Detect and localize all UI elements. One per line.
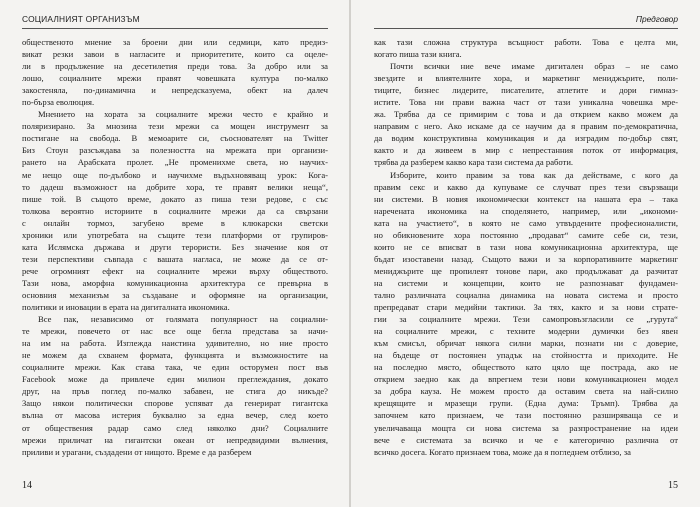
text-line: на им на работа. Изглежда наистина удивително, но ние просто	[22, 338, 328, 349]
text-line: направим с него. Ако искаме да се научим да я правим по-демократична,	[374, 121, 678, 132]
text-line: как тази сложна структура всъщност работи. Това е целта ми,	[374, 37, 678, 47]
text-line: ли в продължение на десетилетия преди това. За добро или за	[22, 61, 328, 72]
page-number-right: 15	[668, 480, 678, 491]
text-line: ни системи. В новия икономически контекст на нашата ера – така	[374, 193, 678, 204]
text-line: по-бърза еволюция.	[22, 97, 95, 108]
text-line: крещящите и мразещи групи. (Една дума: Тръмп). Трябва да	[374, 398, 678, 409]
text-line: започнем като признаем, че тази постоянно разширяваща се и	[374, 410, 678, 421]
text-line: не можем да схванем формата, функцията и възможностите на	[22, 350, 328, 361]
text-line: приливи и урагани, създадени от нищото. Време е да разберем	[22, 446, 252, 457]
text-line: които не се вписват в тази нова комуникационна архитектура, ще	[374, 241, 678, 252]
text-line: препредават стари медийни тактики. За тях, както и за нови страте-	[374, 302, 678, 313]
text-line: хроники или употребата на същите тези платформи от групиров-	[22, 229, 328, 240]
text-line: на системи и концепции, които не разпознават фундамен-	[374, 277, 678, 288]
text-line: когато пиша тази книга.	[374, 49, 462, 60]
text-line: то дадеш възможност на добрите хора, те правят велики неща“,	[22, 181, 328, 192]
running-header-right: Предговор	[374, 14, 678, 29]
text-line: звездите и влиятелните хора, и маркетинг мениджърите, поли-	[374, 73, 678, 84]
text-line: увеличаваща мощта си нова система за разпространение на идеи	[374, 422, 678, 433]
text-line: основния механизъм за създаване и оформяне на организации,	[22, 289, 328, 300]
text-line: тално различната социална динамика на новата система и просто	[374, 289, 678, 300]
text-line: мрежи приличат на гигантски океан от непредвидими вълнения,	[22, 434, 328, 445]
right-page	[350, 0, 700, 507]
text-line: трябва да разберем какво кара тази система да работи.	[374, 157, 574, 168]
text-line: да водим конструктивна комуникация и да изградим по-добър свят,	[374, 133, 678, 144]
text-line: толкова вероятно историите в социалните мрежи да са свързани	[22, 205, 328, 216]
text-line: Facebook може да привлече един милион преглеждания, докато	[22, 374, 328, 385]
text-line: тези перспективи съвпада с вашата нагласа, не може да се от-	[22, 253, 328, 264]
text-line: поляризирано. За мнозина тези мрежи са мощен инструмент за	[22, 121, 328, 132]
text-line: тиците, бизнес лидерите, писателите, атлетите и дори гимназ-	[374, 85, 678, 96]
text-line: ме нещо още по-дълбоко и научихме въдъхновяващ урок: Кога-	[22, 169, 328, 180]
text-line: всичко досега. Когато признаем това, може да я погледнем отблизо, за	[374, 446, 631, 457]
text-line: политики и иновации в ерата на дигиталната икономика.	[22, 302, 230, 313]
text-line: бъдат изоставени назад. Същото важи и за корпоративните маркетинг	[374, 253, 678, 264]
text-line: социалните мрежи. Как става така, че един осторумен пост във	[22, 362, 328, 373]
text-line: Тази нова, аморфна комуникационна архитектура се превърна в	[22, 277, 328, 288]
text-line: ката на участието“, в която не само утвърдените професионалисти,	[374, 217, 678, 228]
running-header-left: СОЦИАЛНИЯТ ОРГАНИЗЪМ	[22, 14, 328, 29]
text-line: лошо, социалните мрежи правят човешката култура по-малко	[22, 73, 328, 84]
text-line: но обикновените хора постоянно „продават“ самите себе си, тези,	[374, 229, 678, 240]
text-line: истите. Това ни прави важна част от тази уникална човешка мре-	[374, 97, 678, 108]
text-line: закостеняла, по-динамична и непредсказуема, обект на далеч	[22, 85, 328, 96]
text-line: от обществения радар само след няколко дни? Социалните	[22, 422, 328, 433]
text-line: Защо някои политически спорове успяват да генерират гигантска	[22, 398, 328, 409]
text-line: вълна от масова истерия буквално за една вечер, след което	[22, 410, 328, 421]
text-line: на бъдеще от постоянен упадък на стойността и приходите. Не	[374, 350, 678, 361]
text-line: гии за социалните мрежи. Тези самопровъзгласили се „гурута“	[374, 314, 678, 325]
text-line: Все пак, независимо от голямата популярност на социални-	[38, 314, 328, 325]
text-line: с онлайн тормоз, загубено време в клюкарски светски	[22, 217, 328, 228]
text-line: те мрежи, повечето от нас все още бегла представа за начи-	[22, 326, 328, 337]
page-number-left: 14	[22, 480, 32, 491]
text-line: Мнението на хората за социалните мрежи често е крайно и	[38, 109, 328, 120]
text-line: постигане на свобода. В мемоарите си, съоснователят на Twitter	[22, 133, 328, 144]
text-line: на социалните мрежи, с техните модерни думички без явен	[374, 326, 678, 337]
text-line: Биз Стоун разсъждава за полезността на мрежата при организи-	[22, 145, 328, 156]
text-line: към смисъл, обричат някога силни марки, познати ни с доверие,	[374, 338, 678, 349]
text-line: жа. Трябва да се примирим с това и да открием какво можем да	[374, 109, 678, 120]
text-line: викат резки завои в нагласите и приоритетите, които са оцеле-	[22, 49, 328, 60]
text-line: вече е системата за всичко и че е категорично различна от	[374, 434, 678, 445]
left-body-text	[22, 36, 328, 458]
text-line: на последно място, обществото като цяло ще пострада, ако не	[374, 362, 678, 373]
right-body-text	[374, 36, 678, 458]
text-line: рането на Арабската пролет. „Не променихме света, но научих-	[22, 157, 328, 168]
text-line: за добра кауза. Не можем просто да оставим света на най-силно	[374, 386, 678, 397]
text-line: общественото мнение за броени дни или седмици, като предиз-	[22, 37, 328, 47]
text-line: Изборите, които правим за това как да действаме, с кого да	[390, 169, 678, 180]
text-line: друг, на пръв поглед по-малко забавен, не стига до никъде?	[22, 386, 328, 397]
text-line: мениджърите ще пропилеят тонове пари, ако продължават да разчитат	[374, 265, 678, 276]
text-line: ката Ислямска държава и други терористи. Без значение коя от	[22, 241, 328, 252]
text-line: правим секс и какво да купуваме се случват през тези свързващи	[374, 181, 678, 192]
text-line: пише той. В същото време, докато аз пиша тези редове, с със	[22, 193, 328, 204]
text-line: както и да живеем в мир с непрестанния поток от информация,	[374, 145, 678, 156]
text-line: рече огромният ефект на социалните мрежи върху обществото.	[22, 265, 328, 276]
text-line: Почти всички ние вече имаме дигитален образ – не само	[390, 61, 678, 72]
text-line: наречената икономика на споделянето, например, или „икономи-	[374, 205, 678, 216]
text-line: открием заедно как да впрегнем тези нови комуникационен модел	[374, 374, 678, 385]
